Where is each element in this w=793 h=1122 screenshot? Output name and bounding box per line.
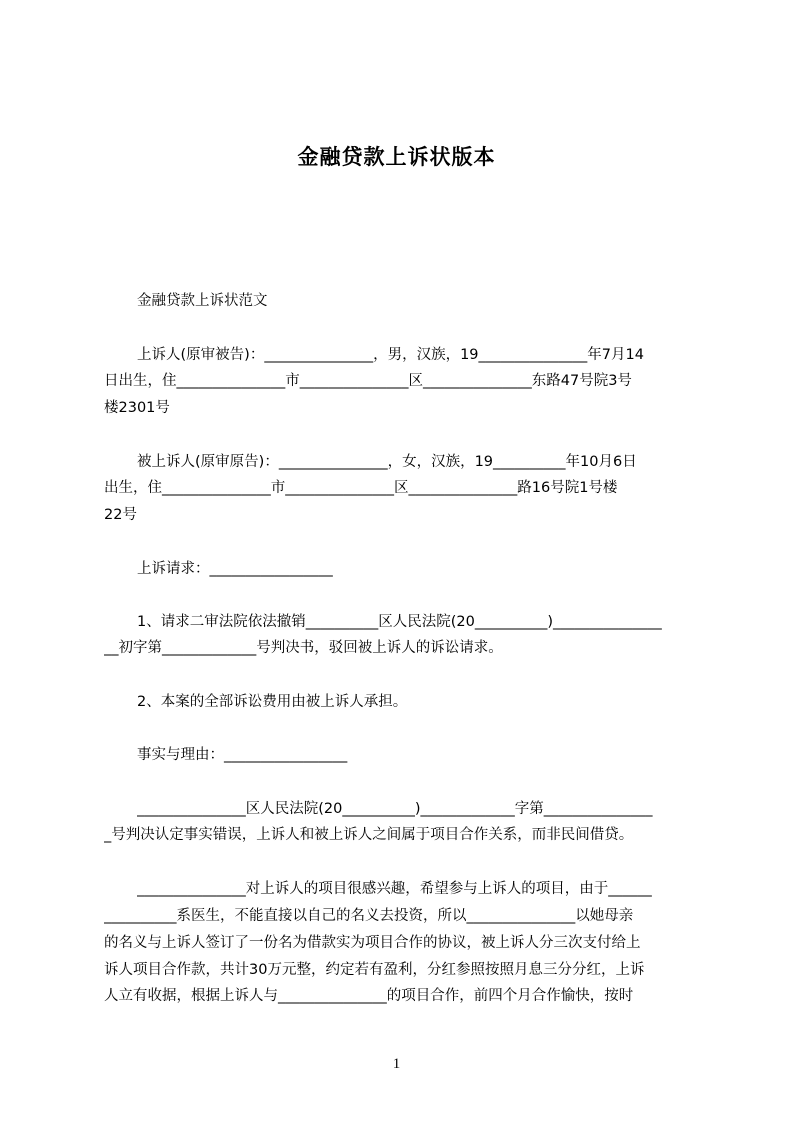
paragraph-line: _______________对上诉人的项目很感兴趣，希望参与上诉人的项目，由于______ xyxy=(137,881,652,897)
paragraph-line: 的名义与上诉人签订了一份名为借款实为项目合作的协议，被上诉人分三次支付给上 xyxy=(104,935,641,951)
paragraph-line: 被上诉人(原审原告)：_______________，女，汉族，19__________年10月6日 xyxy=(137,454,637,470)
paragraph-line: 上诉请求：_________________ xyxy=(137,561,333,577)
paragraph-line: __初字第_____________号判决书，驳回被上诉人的诉讼请求。 xyxy=(104,640,503,656)
paragraph-line: 事实与理由：_________________ xyxy=(137,747,348,763)
paragraph-line: 人立有收据，根据上诉人与_______________的项目合作，前四个月合作愉快，按时 xyxy=(104,988,634,1004)
document-title: 金融贷款上诉状版本 xyxy=(297,145,496,169)
page-number: 1 xyxy=(392,1056,401,1072)
paragraph-line: 1、请求二审法院依法撤销__________区人民法院(20__________)_______________ xyxy=(137,614,662,630)
paragraph-line: 上诉人(原审被告)：_______________，男，汉族，19_______________年7月14 xyxy=(137,347,644,363)
paragraph-line: 日出生，住_______________市_______________区_______________东路47号院3号 xyxy=(104,373,632,389)
paragraph-line: 22号 xyxy=(104,507,137,523)
paragraph-line: _______________区人民法院(20__________)_____________字第_______________ xyxy=(137,801,653,817)
paragraph-line: 出生，住_______________市_______________区_______________路16号院1号楼 xyxy=(104,480,618,496)
paragraph-line: 楼2301号 xyxy=(104,400,170,416)
paragraph-line: 诉人项目合作款，共计30万元整，约定若有盈利，分红参照按照月息三分分红，上诉 xyxy=(104,962,645,978)
paragraph-line: _号判决认定事实错误，上诉人和被上诉人之间属于项目合作关系，而非民间借贷。 xyxy=(104,827,634,843)
subtitle-line: 金融贷款上诉状范文 xyxy=(137,293,268,309)
paragraph-line: 2、本案的全部诉讼费用由被上诉人承担。 xyxy=(137,694,408,710)
paragraph-line: __________系医生，不能直接以自己的名义去投资，所以_______________以她母亲 xyxy=(104,908,634,924)
